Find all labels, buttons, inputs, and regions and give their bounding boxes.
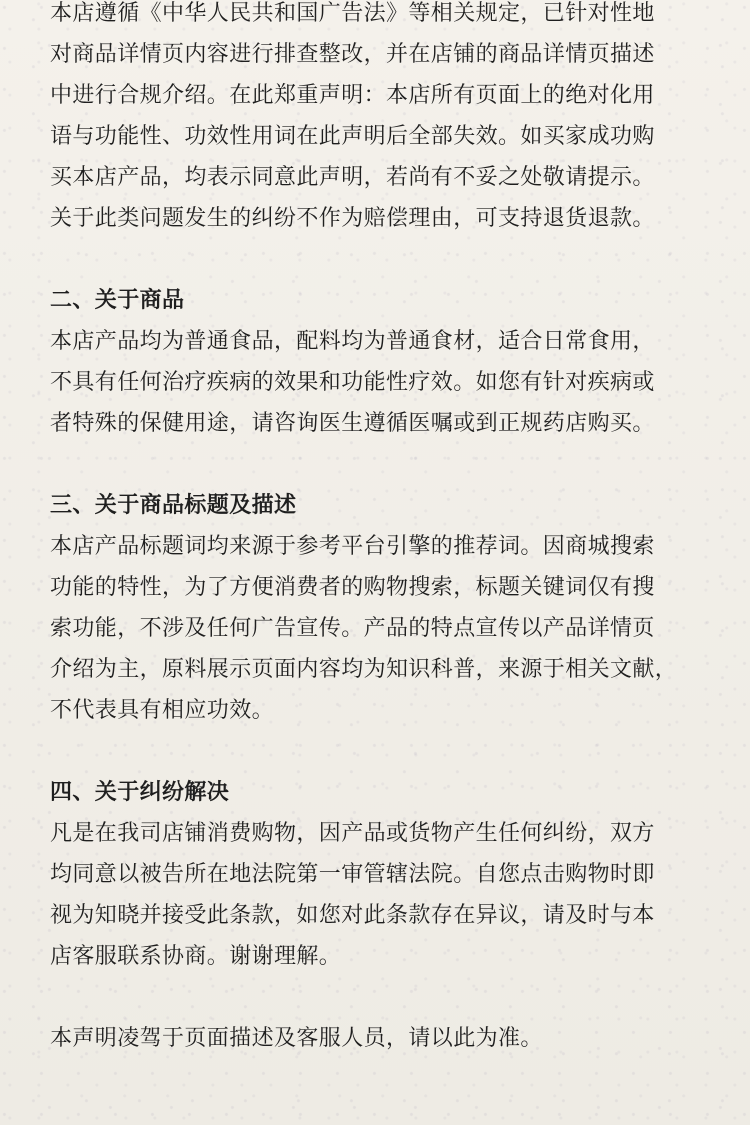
section-body-goods: 本店产品均为普通食品，配料均为普通食材，适合日常食用， 不具有任何治疗疾病的效果和功能性疗效。如您有针对疾病或 者特殊的保健用途，请咨询医生遵循医嘱或到正规药店购买。	[50, 329, 655, 436]
intro-paragraph: 本店遵循《中华人民共和国广告法》等相关规定，已针对性地 对商品详情页内容进行排查整改，并在店铺的商品详情页描述 中进行合规介绍。在此郑重声明：本店所有页面上的绝对化用 语与功能性、功效性用词在此声明后全部失效。如买家成功购 买本店产品，均表示同意此声明，若尚有不妥之处敬请提示。 关于此类问题发生的纠纷不作为赔偿理由，可支持退货退款。	[50, 1, 655, 231]
section-body-dispute: 凡是在我司店铺消费购物，因产品或货物产生任何纠纷，双方 均同意以被告所在地法院第一审管辖法院。自您点击购物时即 视为知晓并接受此条款，如您对此条款存在异议，请及时与本 店客服联系协商。谢谢理解。	[50, 821, 655, 969]
section-title-title-description: 三、关于商品标题及描述	[50, 492, 297, 518]
section-body-title-description: 本店产品标题词均来源于参考平台引擎的推荐词。因商城搜索 功能的特性，为了方便消费者的购物搜索，标题关键词仅有搜 索功能，不涉及任何广告宣传。产品的特点宣传以产品详情页 介绍为主，原料展示页面内容均为知识科普，来源于相关文献， 不代表具有相应功效。	[50, 534, 678, 723]
section-title-goods: 二、关于商品	[50, 287, 185, 313]
section-spacer	[50, 977, 720, 1018]
statement-content	[50, 0, 720, 1059]
section-spacer	[50, 239, 720, 280]
section-spacer	[50, 731, 720, 772]
section-spacer	[50, 444, 720, 485]
footer-statement: 本声明凌驾于页面描述及客服人员，请以此为准。	[50, 1026, 543, 1051]
section-title-dispute: 四、关于纠纷解决	[50, 779, 230, 805]
